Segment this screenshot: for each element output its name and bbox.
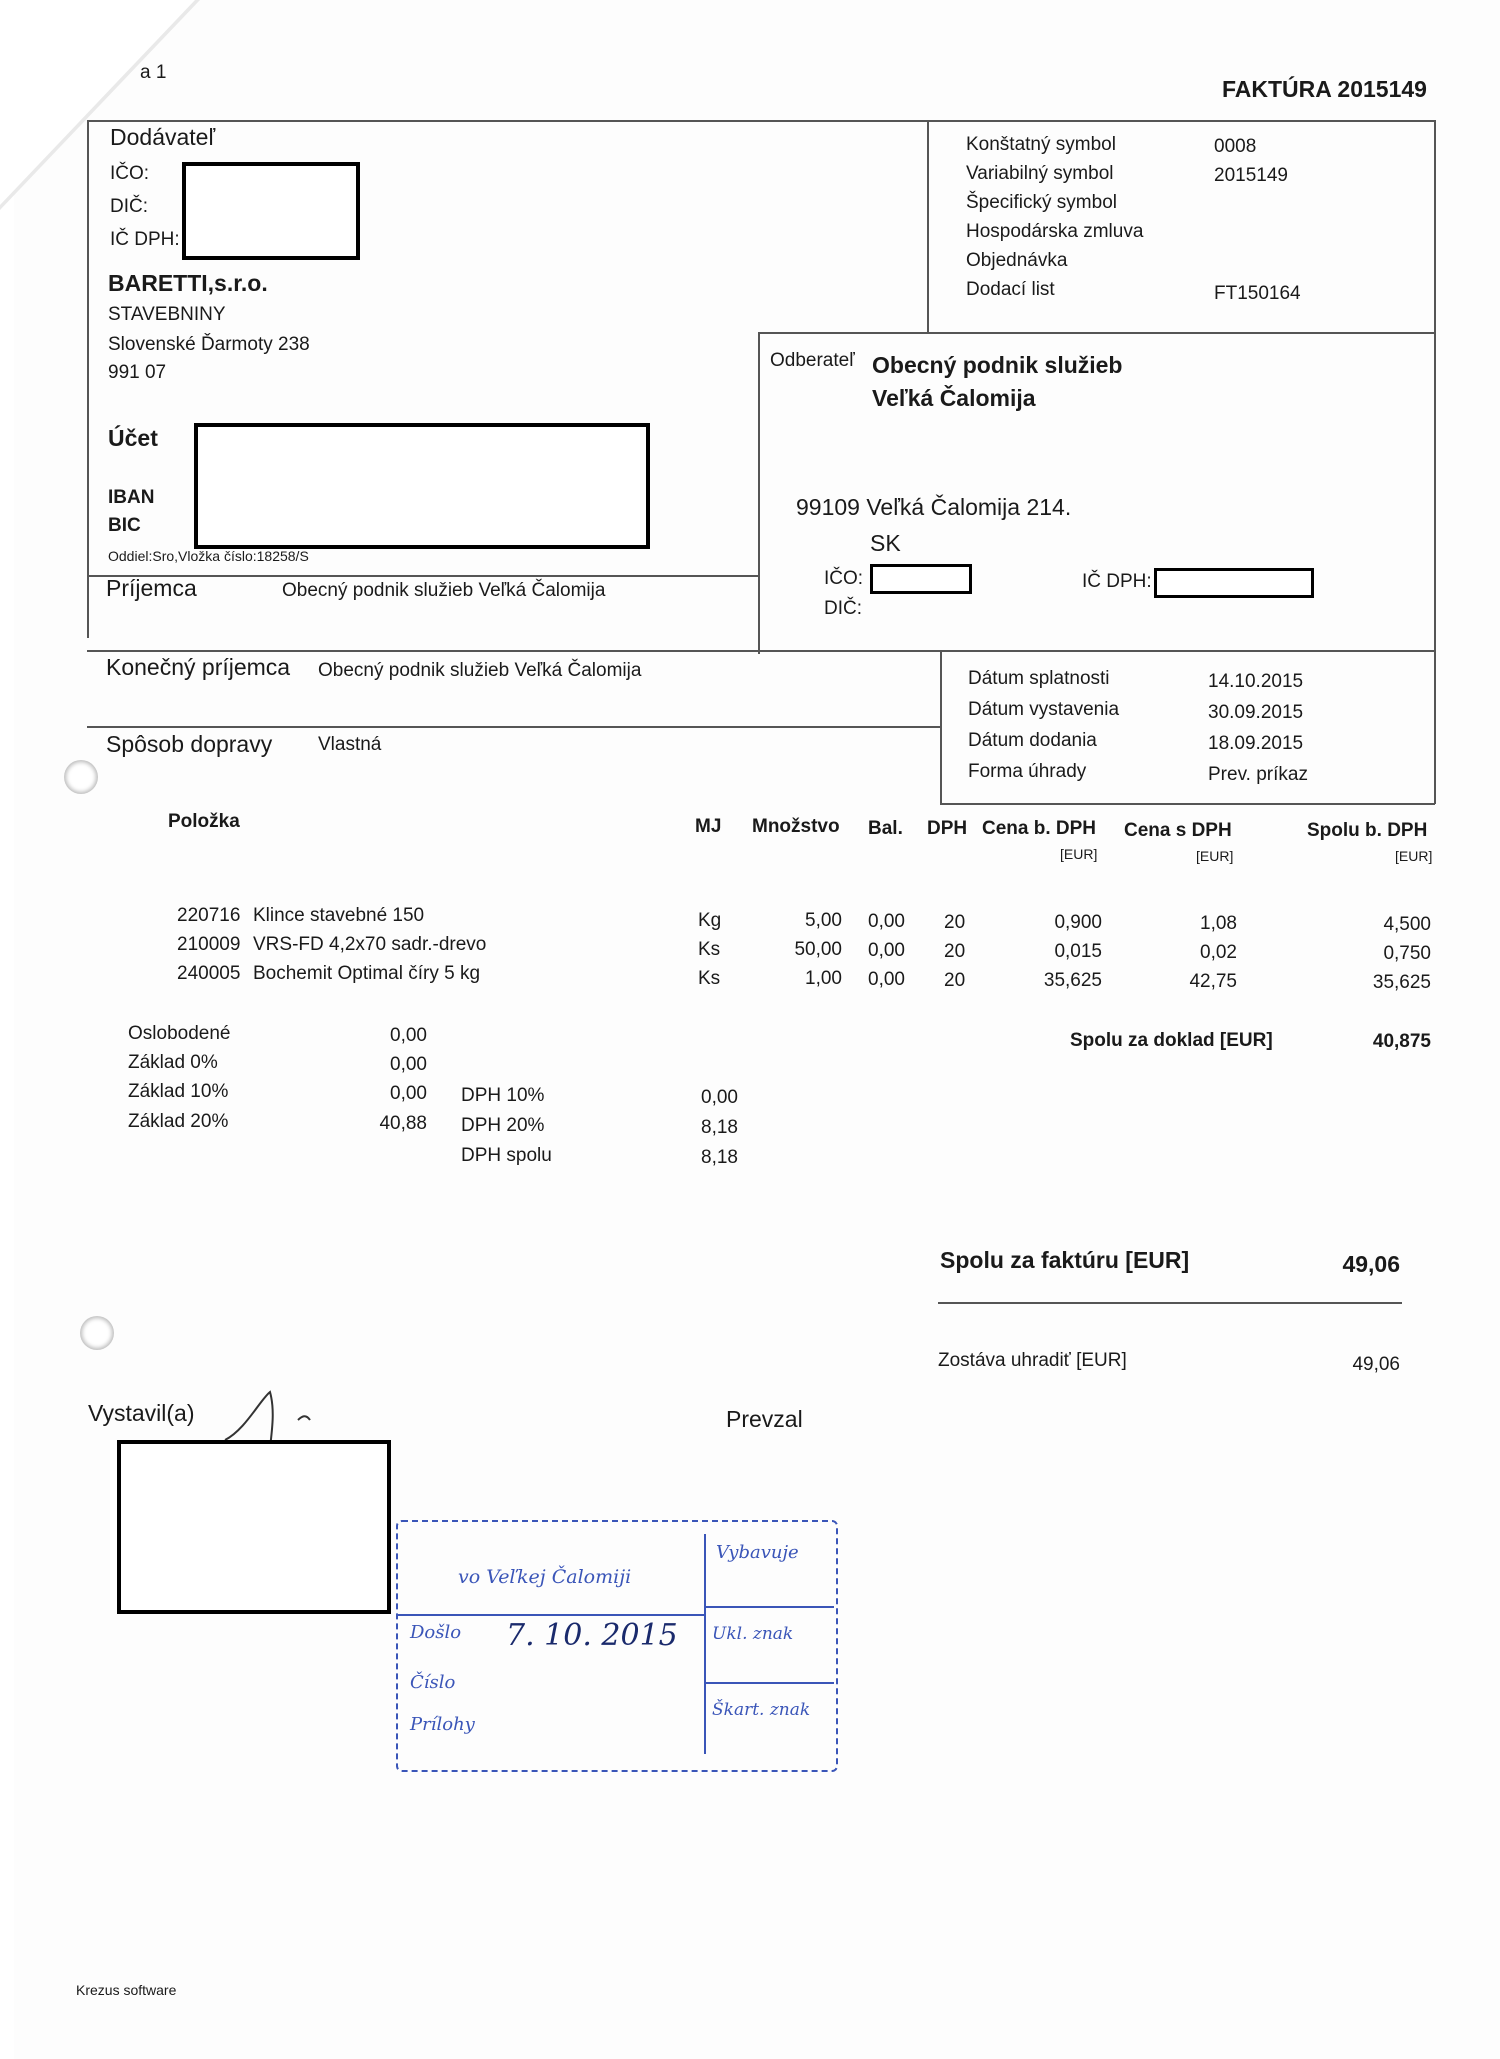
vat-rate-label: DPH 20% bbox=[461, 1115, 545, 1136]
symbol-label: Konštatný symbol bbox=[966, 134, 1116, 155]
date-label: Forma úhrady bbox=[968, 761, 1087, 782]
stamp-file-mark-label: Ukl. znak bbox=[712, 1624, 794, 1644]
vat-base-label: Oslobodené bbox=[128, 1023, 231, 1044]
date-label: Dátum splatnosti bbox=[968, 668, 1110, 689]
item-dph: 20 bbox=[944, 912, 966, 933]
item-dph: 20 bbox=[944, 941, 966, 962]
item-code: 240005 bbox=[177, 963, 241, 984]
dates-bottom bbox=[940, 803, 1435, 805]
header-price-net: Cena b. DPH bbox=[982, 818, 1097, 839]
iban-label: IBAN bbox=[108, 487, 155, 508]
remaining-label: Zostáva uhradiť [EUR] bbox=[938, 1350, 1127, 1371]
received-by-label: Prevzal bbox=[726, 1406, 803, 1432]
customer-country: SK bbox=[870, 530, 901, 556]
vat-base-value: 0,00 bbox=[390, 1025, 427, 1046]
customer-name1: Obecný podnik služieb bbox=[872, 352, 1123, 378]
doc-total-label: Spolu za doklad [EUR] bbox=[1070, 1030, 1273, 1051]
item-bal: 0,00 bbox=[868, 969, 905, 990]
header-total-net: Spolu b. DPH bbox=[1307, 820, 1428, 841]
item-price-gross: 0,02 bbox=[1200, 942, 1237, 963]
symbol-label: Špecifický symbol bbox=[966, 192, 1117, 213]
item-price-net: 0,900 bbox=[1054, 912, 1102, 933]
vat-rate-value: 8,18 bbox=[701, 1117, 738, 1138]
punch-hole bbox=[80, 1316, 114, 1350]
header-price-gross: Cena s DPH bbox=[1124, 820, 1232, 841]
page-label: a 1 bbox=[140, 62, 167, 83]
stamp-received-date: 7. 10. 2015 bbox=[506, 1618, 678, 1653]
invoice-total-value: 49,06 bbox=[1342, 1251, 1400, 1277]
invoice-total-label: Spolu za faktúru [EUR] bbox=[940, 1247, 1190, 1273]
total-underline bbox=[938, 1302, 1402, 1304]
item-name: Bochemit Optimal číry 5 kg bbox=[253, 963, 481, 984]
recipient-label: Príjemca bbox=[106, 575, 197, 601]
item-code: 210009 bbox=[177, 934, 241, 955]
date-label: Dátum dodania bbox=[968, 730, 1097, 751]
recipient-value: Obecný podnik služieb Veľká Čalomija bbox=[282, 580, 606, 601]
customer-icdph-label: IČ DPH: bbox=[1082, 571, 1152, 592]
redacted-supplier-ids bbox=[182, 162, 360, 260]
customer-dic-label: DIČ: bbox=[824, 598, 862, 619]
header-bal: Bal. bbox=[868, 818, 903, 839]
vat-base-label: Základ 20% bbox=[128, 1111, 229, 1132]
item-qty: 1,00 bbox=[805, 968, 842, 989]
stamp-shred-mark-label: Škart. znak bbox=[712, 1700, 811, 1720]
item-bal: 0,00 bbox=[868, 940, 905, 961]
stamp-divider-h2 bbox=[704, 1606, 834, 1608]
item-name: Klince stavebné 150 bbox=[253, 905, 425, 926]
supplier-line2: Slovenské Ďarmoty 238 bbox=[108, 334, 310, 355]
symbol-value: 0008 bbox=[1214, 136, 1257, 157]
stamp-divider-h bbox=[398, 1614, 704, 1616]
customer-top bbox=[758, 332, 1435, 334]
item-mj: Ks bbox=[698, 939, 721, 960]
vat-base-value: 0,00 bbox=[390, 1054, 427, 1075]
redacted-customer-icdph bbox=[1154, 568, 1314, 598]
customer-ico-label: IČO: bbox=[824, 568, 864, 589]
customer-name2: Veľká Čalomija bbox=[872, 385, 1036, 411]
symbol-label: Objednávka bbox=[966, 250, 1068, 271]
symbol-label: Hospodárska zmluva bbox=[966, 221, 1144, 242]
supplier-icdph-label: IČ DPH: bbox=[110, 229, 180, 250]
redacted-signature bbox=[117, 1440, 391, 1614]
supplier-ico-label: IČO: bbox=[110, 163, 150, 184]
doc-total-value: 40,875 bbox=[1372, 1031, 1431, 1052]
stamp-received-label: Došlo bbox=[410, 1622, 462, 1643]
final-recipient-top bbox=[87, 650, 1435, 652]
item-total-net: 0,750 bbox=[1383, 943, 1431, 964]
item-dph: 20 bbox=[944, 970, 966, 991]
frame-right bbox=[1434, 120, 1436, 804]
date-value: Prev. príkaz bbox=[1208, 764, 1308, 785]
vat-total-label: DPH spolu bbox=[461, 1145, 552, 1166]
invoice-title: FAKTÚRA 2015149 bbox=[1222, 76, 1427, 102]
punch-hole bbox=[64, 760, 98, 794]
customer-left bbox=[758, 332, 760, 654]
stamp-divider-h3 bbox=[704, 1682, 834, 1684]
folded-corner-inner bbox=[0, 0, 195, 205]
vat-base-value: 0,00 bbox=[390, 1083, 427, 1104]
stamp-attachments-label: Prílohy bbox=[410, 1714, 475, 1735]
issued-by-label: Vystavil(a) bbox=[88, 1400, 195, 1426]
header-unit: [EUR] bbox=[1060, 846, 1098, 862]
supplier-line1: STAVEBNINY bbox=[108, 304, 226, 325]
registry-stamp bbox=[396, 1520, 838, 1772]
item-price-gross: 42,75 bbox=[1189, 971, 1237, 992]
item-price-net: 0,015 bbox=[1054, 941, 1102, 962]
item-mj: Ks bbox=[698, 968, 721, 989]
supplier-dic-label: DIČ: bbox=[110, 196, 148, 217]
item-total-net: 4,500 bbox=[1383, 914, 1431, 935]
remaining-value: 49,06 bbox=[1352, 1354, 1400, 1375]
stamp-number-label: Číslo bbox=[410, 1672, 456, 1693]
customer-label: Odberateľ bbox=[770, 350, 855, 371]
symbol-value: FT150164 bbox=[1214, 283, 1301, 304]
item-price-gross: 1,08 bbox=[1200, 913, 1237, 934]
date-value: 18.09.2015 bbox=[1208, 733, 1304, 754]
frame-left bbox=[87, 120, 89, 638]
transport-label: Spôsob dopravy bbox=[106, 731, 273, 757]
symbol-label: Variabilný symbol bbox=[966, 163, 1114, 184]
header-qty: Množstvo bbox=[752, 816, 840, 837]
vat-total-value: 8,18 bbox=[701, 1147, 738, 1168]
symbols-divider bbox=[927, 120, 929, 333]
date-value: 30.09.2015 bbox=[1208, 702, 1304, 723]
supplier-name: BARETTI,s.r.o. bbox=[108, 270, 268, 296]
symbol-label: Dodací list bbox=[966, 279, 1055, 300]
date-label: Dátum vystavenia bbox=[968, 699, 1120, 720]
item-name: VRS-FD 4,2x70 sadr.-drevo bbox=[253, 934, 487, 955]
bic-label: BIC bbox=[108, 515, 141, 536]
header-item: Položka bbox=[168, 811, 240, 832]
stamp-divider-v bbox=[704, 1534, 706, 1754]
item-qty: 50,00 bbox=[794, 939, 842, 960]
frame-top bbox=[87, 120, 1435, 122]
vat-base-label: Základ 10% bbox=[128, 1081, 229, 1102]
item-mj: Kg bbox=[698, 910, 722, 931]
final-recipient-value: Obecný podnik služieb Veľká Čalomija bbox=[318, 660, 642, 681]
redacted-customer-ico bbox=[870, 564, 972, 594]
vat-base-value: 40,88 bbox=[379, 1113, 427, 1134]
item-qty: 5,00 bbox=[805, 910, 842, 931]
item-price-net: 35,625 bbox=[1043, 970, 1102, 991]
redacted-account bbox=[194, 423, 650, 549]
supplier-heading: Dodávateľ bbox=[110, 124, 216, 150]
supplier-registry: Oddiel:Sro,Vložka číslo:18258/S bbox=[108, 548, 309, 564]
transport-value: Vlastná bbox=[318, 734, 382, 755]
header-unit: [EUR] bbox=[1196, 848, 1234, 864]
symbol-value: 2015149 bbox=[1214, 165, 1288, 186]
transport-top bbox=[87, 726, 941, 728]
final-recipient-label: Konečný príjemca bbox=[106, 654, 291, 680]
item-code: 220716 bbox=[177, 905, 241, 926]
header-unit: [EUR] bbox=[1395, 848, 1433, 864]
software-footer: Krezus software bbox=[76, 1982, 177, 1998]
date-value: 14.10.2015 bbox=[1208, 671, 1304, 692]
header-dph: DPH bbox=[927, 818, 968, 839]
supplier-line3: 991 07 bbox=[108, 362, 167, 383]
stamp-handles-label: Vybavuje bbox=[716, 1542, 799, 1563]
account-label: Účet bbox=[108, 425, 158, 451]
customer-address: 99109 Veľká Čalomija 214. bbox=[796, 494, 1072, 520]
header-mj: MJ bbox=[695, 816, 722, 837]
vat-base-label: Základ 0% bbox=[128, 1052, 218, 1073]
stamp-org: vo Veľkej Čalomiji bbox=[458, 1566, 632, 1588]
vat-rate-label: DPH 10% bbox=[461, 1085, 545, 1106]
vat-rate-value: 0,00 bbox=[701, 1087, 738, 1108]
item-total-net: 35,625 bbox=[1372, 972, 1431, 993]
item-bal: 0,00 bbox=[868, 911, 905, 932]
